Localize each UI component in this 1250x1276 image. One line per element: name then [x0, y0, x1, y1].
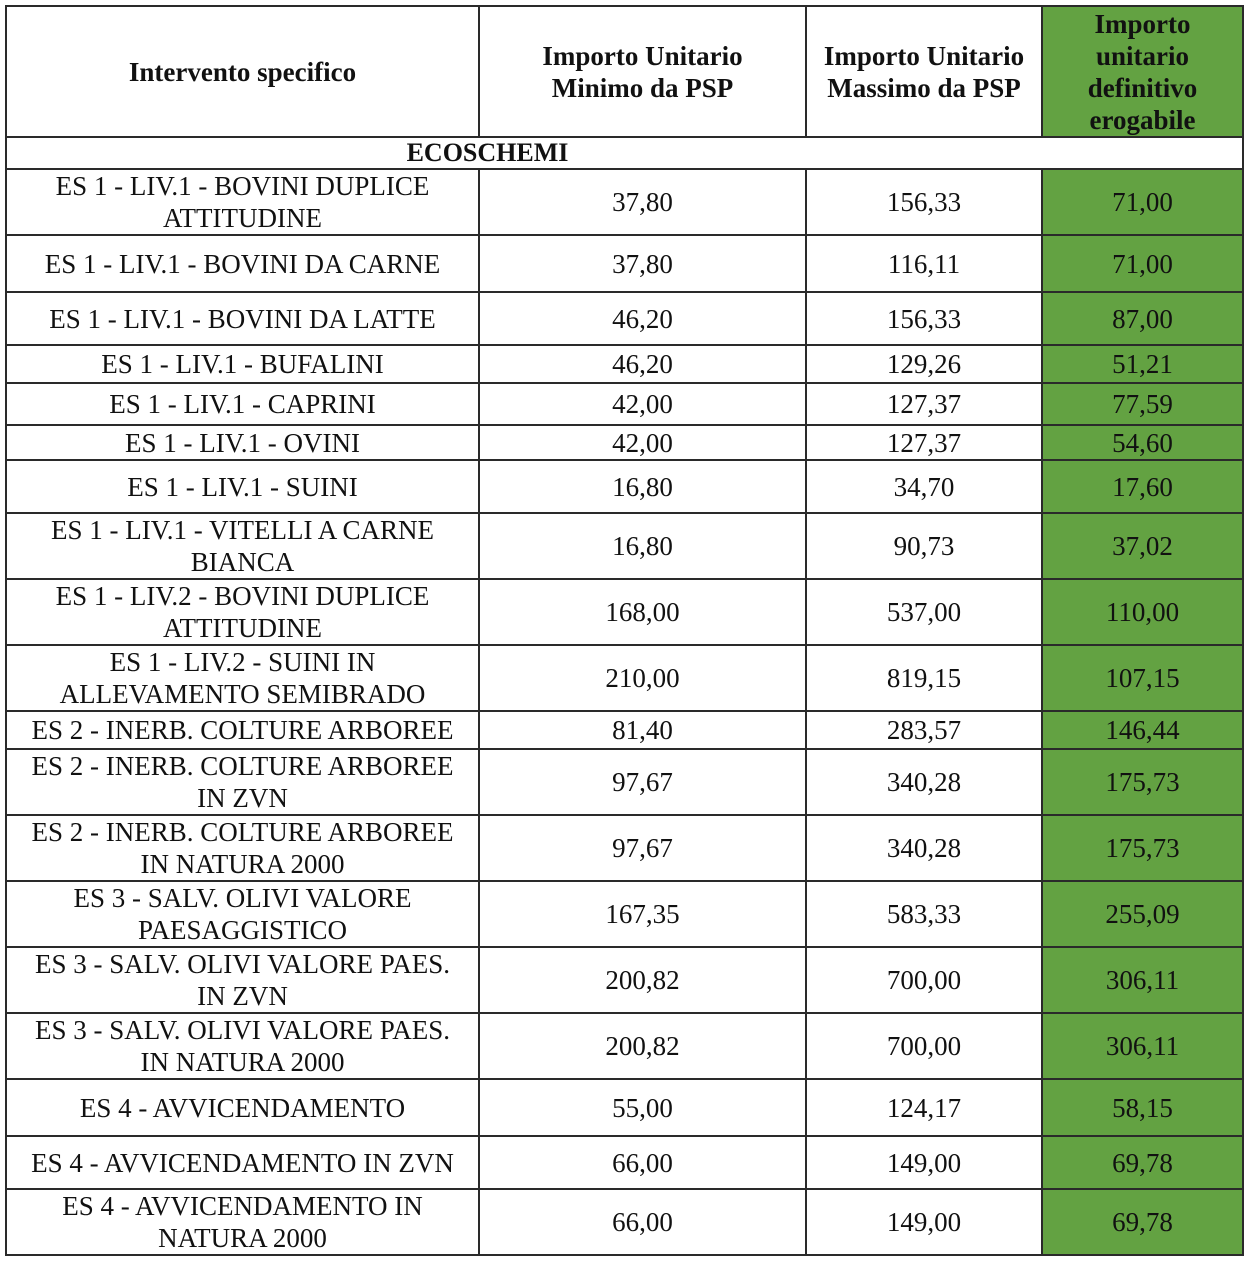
cell-massimo: 129,26 — [806, 345, 1042, 383]
cell-intervento: ES 2 - INERB. COLTURE ARBOREE — [6, 711, 479, 749]
cell-intervento: ES 1 - LIV.1 - VITELLI A CARNE BIANCA — [6, 513, 479, 579]
ecoschemi-table — [5, 5, 1244, 1256]
cell-intervento: ES 3 - SALV. OLIVI VALORE PAES. IN NATURA 2000 — [6, 1013, 479, 1079]
table-row — [6, 513, 1243, 579]
cell-massimo: 149,00 — [806, 1189, 1042, 1255]
cell-massimo: 124,17 — [806, 1079, 1042, 1136]
section-cell — [6, 137, 1243, 169]
cell-massimo: 340,28 — [806, 749, 1042, 815]
cell-definitivo: 58,15 — [1042, 1079, 1243, 1136]
table-row — [6, 579, 1243, 645]
table-row — [6, 815, 1243, 881]
cell-definitivo: 71,00 — [1042, 235, 1243, 292]
cell-massimo: 537,00 — [806, 579, 1042, 645]
cell-definitivo: 69,78 — [1042, 1189, 1243, 1255]
cell-intervento: ES 1 - LIV.1 - SUINI — [6, 460, 479, 513]
cell-minimo: 97,67 — [479, 815, 806, 881]
cell-minimo: 200,82 — [479, 947, 806, 1013]
cell-minimo: 97,67 — [479, 749, 806, 815]
table-row — [6, 345, 1243, 383]
cell-minimo: 42,00 — [479, 383, 806, 425]
cell-minimo: 167,35 — [479, 881, 806, 947]
cell-minimo: 66,00 — [479, 1189, 806, 1255]
cell-massimo: 700,00 — [806, 1013, 1042, 1079]
header-row — [6, 6, 1243, 137]
cell-minimo: 168,00 — [479, 579, 806, 645]
cell-definitivo: 37,02 — [1042, 513, 1243, 579]
table-row — [6, 425, 1243, 460]
cell-intervento: ES 1 - LIV.1 - BOVINI DA LATTE — [6, 292, 479, 345]
header-definitivo: Importo unitario definitivo erogabile — [1042, 6, 1243, 137]
cell-massimo: 116,11 — [806, 235, 1042, 292]
table-row — [6, 235, 1243, 292]
cell-intervento: ES 2 - INERB. COLTURE ARBOREE IN ZVN — [6, 749, 479, 815]
table-row — [6, 169, 1243, 235]
table-row — [6, 460, 1243, 513]
table-row — [6, 749, 1243, 815]
cell-massimo: 340,28 — [806, 815, 1042, 881]
table-row — [6, 881, 1243, 947]
cell-definitivo: 175,73 — [1042, 749, 1243, 815]
cell-definitivo: 255,09 — [1042, 881, 1243, 947]
cell-definitivo: 175,73 — [1042, 815, 1243, 881]
cell-definitivo: 146,44 — [1042, 711, 1243, 749]
cell-massimo: 127,37 — [806, 383, 1042, 425]
cell-definitivo: 54,60 — [1042, 425, 1243, 460]
cell-definitivo: 69,78 — [1042, 1136, 1243, 1189]
table-row — [6, 1189, 1243, 1255]
cell-minimo: 210,00 — [479, 645, 806, 711]
cell-minimo: 66,00 — [479, 1136, 806, 1189]
table-row — [6, 711, 1243, 749]
header-intervento: Intervento specifico — [6, 6, 479, 137]
cell-minimo: 16,80 — [479, 513, 806, 579]
cell-intervento: ES 1 - LIV.1 - BOVINI DA CARNE — [6, 235, 479, 292]
cell-intervento: ES 1 - LIV.1 - BOVINI DUPLICE ATTITUDINE — [6, 169, 479, 235]
cell-intervento: ES 4 - AVVICENDAMENTO IN NATURA 2000 — [6, 1189, 479, 1255]
cell-definitivo: 306,11 — [1042, 1013, 1243, 1079]
table-row — [6, 645, 1243, 711]
cell-definitivo: 87,00 — [1042, 292, 1243, 345]
cell-intervento: ES 1 - LIV.1 - BUFALINI — [6, 345, 479, 383]
table-row — [6, 292, 1243, 345]
cell-minimo: 42,00 — [479, 425, 806, 460]
header-massimo: Importo Unitario Massimo da PSP — [806, 6, 1042, 137]
cell-definitivo: 107,15 — [1042, 645, 1243, 711]
table-row — [6, 947, 1243, 1013]
cell-definitivo: 306,11 — [1042, 947, 1243, 1013]
cell-massimo: 149,00 — [806, 1136, 1042, 1189]
cell-definitivo: 51,21 — [1042, 345, 1243, 383]
cell-minimo: 55,00 — [479, 1079, 806, 1136]
cell-massimo: 90,73 — [806, 513, 1042, 579]
cell-definitivo: 77,59 — [1042, 383, 1243, 425]
cell-minimo: 37,80 — [479, 235, 806, 292]
cell-intervento: ES 1 - LIV.2 - SUINI IN ALLEVAMENTO SEMIBRADO — [6, 645, 479, 711]
cell-massimo: 819,15 — [806, 645, 1042, 711]
cell-massimo: 34,70 — [806, 460, 1042, 513]
cell-intervento: ES 2 - INERB. COLTURE ARBOREE IN NATURA 2000 — [6, 815, 479, 881]
table-row — [6, 1136, 1243, 1189]
cell-minimo: 81,40 — [479, 711, 806, 749]
cell-minimo: 200,82 — [479, 1013, 806, 1079]
cell-massimo: 283,57 — [806, 711, 1042, 749]
cell-intervento: ES 1 - LIV.1 - OVINI — [6, 425, 479, 460]
cell-minimo: 37,80 — [479, 169, 806, 235]
section-label: ECOSCHEMI — [406, 138, 569, 167]
cell-massimo: 156,33 — [806, 292, 1042, 345]
cell-intervento: ES 4 - AVVICENDAMENTO IN ZVN — [6, 1136, 479, 1189]
cell-massimo: 583,33 — [806, 881, 1042, 947]
cell-intervento: ES 1 - LIV.2 - BOVINI DUPLICE ATTITUDINE — [6, 579, 479, 645]
cell-definitivo: 110,00 — [1042, 579, 1243, 645]
cell-minimo: 16,80 — [479, 460, 806, 513]
cell-intervento: ES 3 - SALV. OLIVI VALORE PAES. IN ZVN — [6, 947, 479, 1013]
cell-minimo: 46,20 — [479, 345, 806, 383]
cell-intervento: ES 3 - SALV. OLIVI VALORE PAESAGGISTICO — [6, 881, 479, 947]
cell-intervento: ES 1 - LIV.1 - CAPRINI — [6, 383, 479, 425]
cell-massimo: 127,37 — [806, 425, 1042, 460]
cell-definitivo: 71,00 — [1042, 169, 1243, 235]
cell-minimo: 46,20 — [479, 292, 806, 345]
header-minimo: Importo Unitario Minimo da PSP — [479, 6, 806, 137]
cell-massimo: 700,00 — [806, 947, 1042, 1013]
table-row — [6, 383, 1243, 425]
table-row — [6, 1079, 1243, 1136]
cell-intervento: ES 4 - AVVICENDAMENTO — [6, 1079, 479, 1136]
cell-massimo: 156,33 — [806, 169, 1042, 235]
table-row — [6, 1013, 1243, 1079]
cell-definitivo: 17,60 — [1042, 460, 1243, 513]
section-row — [6, 137, 1243, 169]
